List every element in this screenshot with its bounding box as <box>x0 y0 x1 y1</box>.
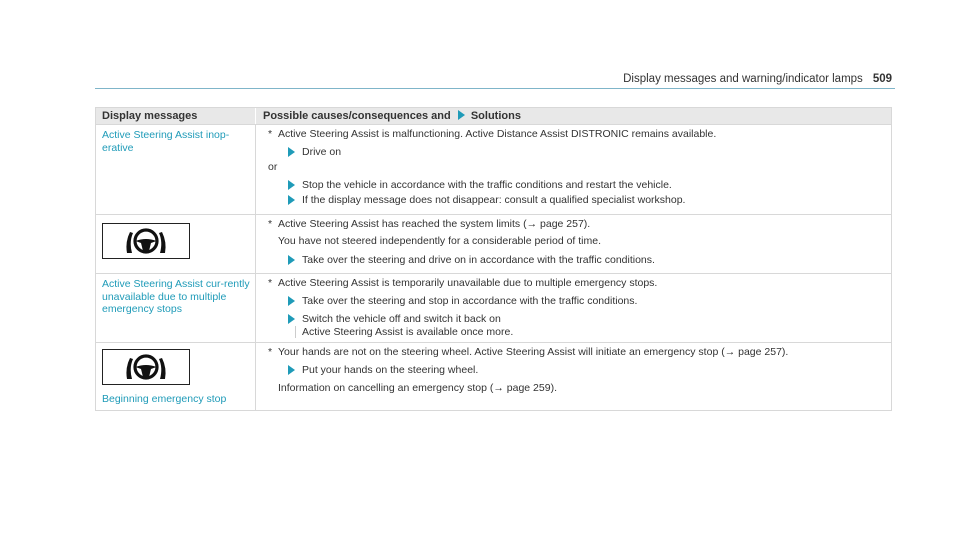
cause-line: * Your hands are not on the steering wheel. Active Steering Assist will initiate an emergency stop (→ page 257). <box>268 346 789 358</box>
col-header-causes <box>256 108 891 124</box>
steering-wheel-hands-icon <box>102 223 190 259</box>
page-header <box>623 73 892 85</box>
solution-step <box>268 254 885 267</box>
solution-step <box>268 364 885 377</box>
message-cell <box>96 215 256 274</box>
table-row <box>96 124 891 214</box>
solution-cell <box>256 343 891 410</box>
step-text: Put your hands on the steering wheel. <box>302 363 479 376</box>
solution-cell <box>256 125 891 214</box>
solution-step <box>268 179 885 192</box>
message-title: Active Steering Assist inop-erative <box>102 129 230 154</box>
message-cell <box>96 343 256 410</box>
step-text: Switch the vehicle off and switch it back on <box>302 313 501 325</box>
step-arrow-icon <box>288 180 295 190</box>
cause-text: Active Steering Assist is temporarily unavailable due to multiple emergency stops. <box>278 277 658 289</box>
table-row <box>96 342 891 410</box>
message-cell <box>96 274 256 342</box>
message-cell <box>96 125 256 214</box>
cause-line: * Active Steering Assist has reached the system limits (→ page 257). <box>268 217 591 230</box>
display-messages-table <box>95 107 892 411</box>
col-header-causes-label: Possible causes/consequences and <box>263 110 451 122</box>
step-text: Take over the steering and drive on in accordance with the traffic conditions. <box>302 253 655 266</box>
cause-line: * Active Steering Assist is temporarily unavailable due to multiple emergency stops. <box>268 277 658 289</box>
note-text: You have not steered independently for a considerable period of time. <box>278 235 601 247</box>
step-text: If the display message does not disappear: consult a qualified specialist workshop. <box>302 194 686 206</box>
step-text: Take over the steering and stop in accordance with the traffic conditions. <box>302 294 638 307</box>
solution-step <box>268 313 885 326</box>
cause-text: Your hands are not on the steering wheel. Active Steering Assist will initiate an emergency stop (→ page 257). <box>278 346 789 358</box>
col-header-solutions-label: Solutions <box>470 110 521 122</box>
steering-wheel-hands-icon <box>102 349 190 385</box>
table-row <box>96 273 891 342</box>
table-header <box>96 108 891 124</box>
or-text: or <box>268 161 278 173</box>
message-title: Active Steering Assist cur-rently unavailable due to multiple emergency stops <box>102 278 250 315</box>
cause-line: * Active Steering Assist is malfunctioning. Active Distance Assist DISTRONIC remains available. <box>268 128 717 140</box>
step-arrow-icon <box>288 147 295 157</box>
header-title: Display messages and warning/indicator lamps <box>623 73 863 85</box>
note-text: Information on cancelling an emergency stop (→ page 259). <box>278 382 557 394</box>
step-result: Active Steering Assist is available once more. <box>295 326 885 339</box>
solution-cell <box>256 215 891 274</box>
step-arrow-icon <box>288 365 295 375</box>
step-text: Drive on <box>302 145 342 158</box>
step-arrow-icon <box>288 255 295 265</box>
col-header-display-messages: Display messages <box>96 108 256 124</box>
solution-step <box>268 194 885 207</box>
solution-cell <box>256 274 891 342</box>
header-rule <box>95 88 895 89</box>
cause-text: Active Steering Assist is malfunctioning. Active Distance Assist DISTRONIC remains available. <box>278 128 717 140</box>
table-row <box>96 214 891 274</box>
page-number: 509 <box>872 73 892 85</box>
solution-step <box>268 295 885 308</box>
step-text: Stop the vehicle in accordance with the traffic conditions and restart the vehicle. <box>302 178 672 191</box>
cause-text: Active Steering Assist has reached the system limits (→ page 257). <box>278 217 591 230</box>
solution-step <box>268 146 885 159</box>
step-arrow-icon <box>288 195 295 205</box>
step-arrow-icon <box>288 314 295 324</box>
step-arrow-icon <box>288 296 295 306</box>
message-title: Beginning emergency stop <box>102 393 227 405</box>
solutions-arrow-icon <box>458 110 465 120</box>
